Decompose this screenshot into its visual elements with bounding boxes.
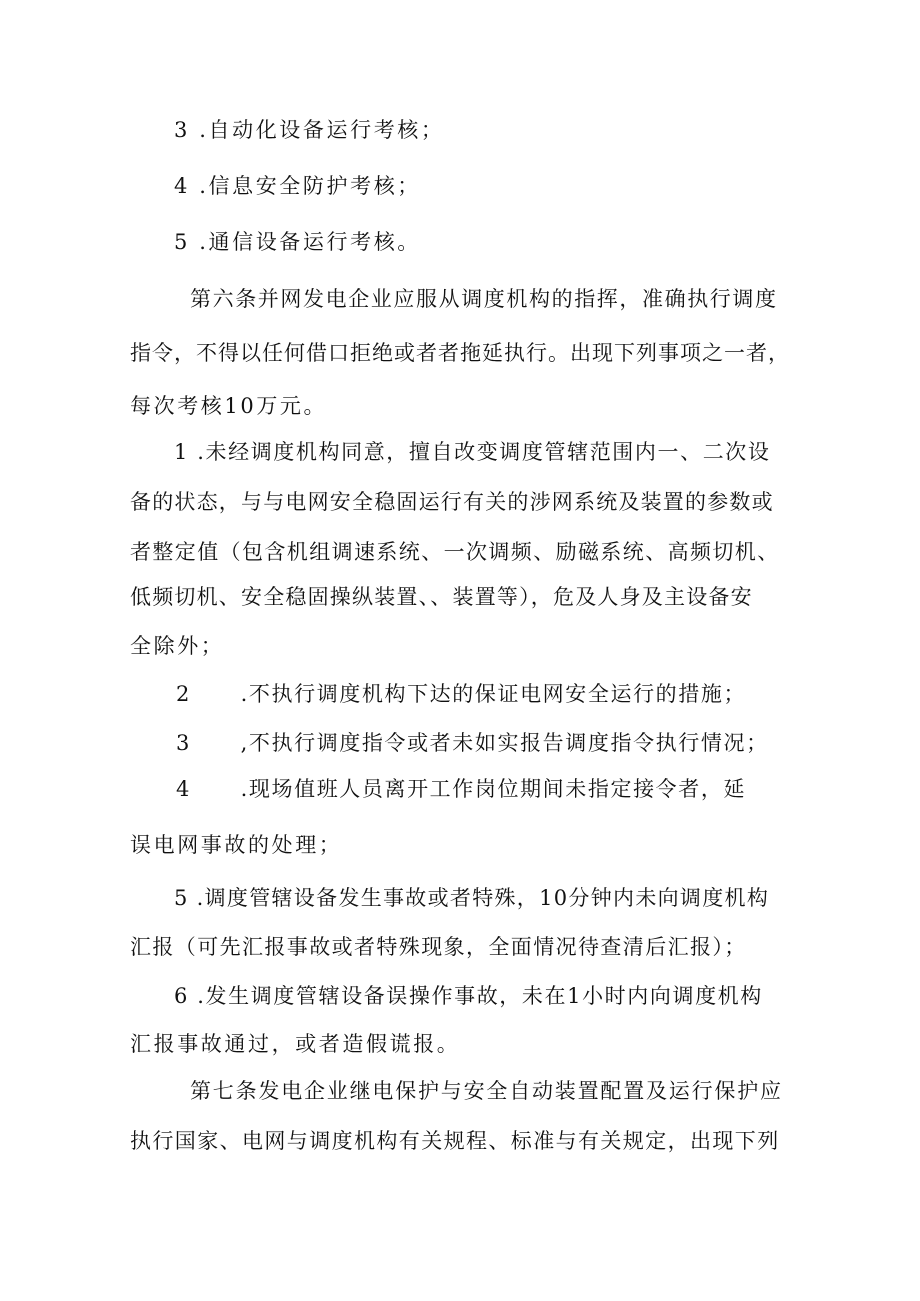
article-7-line-2: 执行国家、电网与调度机构有关规程、标准与有关规定，出现下列 [130, 1129, 780, 1153]
list-item-5: 5 .通信设备运行考核。 [174, 230, 421, 254]
item-5-line-1: 5 .调度管辖设备发生事故或者特殊，10分钟内未向调度机构 [174, 886, 770, 910]
item-4-line-2: 误电网事故的处理； [130, 833, 343, 857]
item-6-line-2: 汇报事故通过，或者造假谎报。 [130, 1032, 461, 1056]
item-3: 3 ,不执行调度指令或者未如实报告调度指令执行情况； [176, 731, 769, 755]
item-1-line-2: 备的状态，与与电网安全稳固运行有关的涉网系统及装置的参数或 [130, 490, 774, 514]
item-5-line-2: 汇报（可先汇报事故或者特殊现象，全面情况待查清后汇报）； [130, 935, 747, 959]
article-6-line-3: 每次考核10万元。 [130, 394, 328, 418]
item-2: 2 .不执行调度机构下达的保证电网安全运行的措施； [176, 682, 747, 706]
list-item-4: 4 .信息安全防护考核； [174, 174, 421, 198]
list-item-3: 3 .自动化设备运行考核； [174, 118, 445, 142]
article-6-line-1: 第六条并网发电企业应服从调度机构的指挥，准确执行调度 [190, 287, 778, 311]
article-6-line-2: 指令，不得以任何借口拒绝或者者拖延执行。出现下列事项之一者， [130, 341, 790, 365]
article-7-line-1: 第七条发电企业继电保护与安全自动装置配置及运行保护应 [190, 1079, 783, 1103]
item-6-line-1: 6 .发生调度管辖设备误操作事故，未在1小时内向调度机构 [174, 984, 763, 1008]
item-4-line-1: 4 .现场值班人员离开工作岗位期间未指定接令者，延 [176, 777, 747, 801]
item-1-line-4: 低频切机、安全稳固操纵装置、、装置等），危及人身及主设备安 [130, 585, 753, 609]
item-1-line-5: 全除外； [130, 634, 225, 658]
item-1-line-1: 1 .未经调度机构同意，擅自改变调度管辖范围内一、二次设 [174, 440, 771, 464]
item-1-line-3: 者整定值（包含机组调速系统、一次调频、励磁系统、高频切机、 [130, 540, 780, 564]
